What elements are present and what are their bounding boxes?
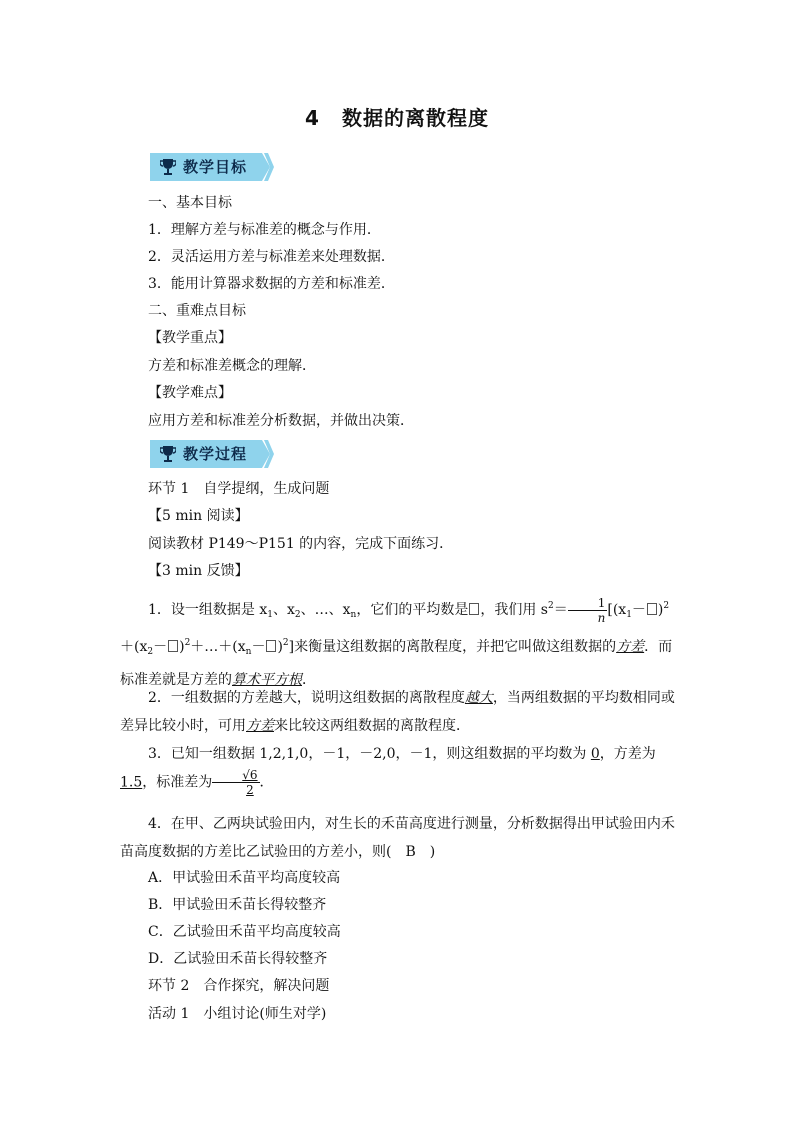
banner-label: 教学目标 — [183, 158, 248, 176]
option-c: C．乙试验田禾苗平均高度较高 — [148, 924, 341, 940]
text-line: 阅读教材 P149～P151 的内容，完成下面练习． — [148, 536, 454, 552]
q1-sup: 2 — [663, 601, 670, 611]
frac-numerator: 1 — [568, 596, 608, 611]
text-line: 活动 1 小组讨论(师生对学) — [148, 1006, 327, 1022]
text-line: 【5 min 阅读】 — [148, 508, 249, 524]
banner-label: 教学过程 — [183, 445, 248, 463]
q1-text: ，我们用 s — [480, 602, 548, 618]
question-3 — [120, 740, 676, 797]
q1-answer: 方差 — [616, 639, 645, 655]
q2-text: ，当两组数据的平均数相同或差异比较小时，可用 — [120, 690, 675, 734]
text-line: 【教学难点】 — [148, 385, 232, 401]
q1-sub: 1 — [626, 610, 632, 620]
q1-text: － — [631, 602, 646, 618]
q3-text: ． — [259, 774, 274, 791]
question-4: 4．在甲、乙两块试验田内，对生长的禾苗高度进行测量，分析数据得出甲试验田内禾苗高度数据的方差比乙试验田的方差小，则( B ) — [120, 816, 675, 860]
q1-text: ＋…＋(x — [190, 639, 246, 655]
text-line: 【教学重点】 — [148, 330, 232, 346]
q1-text: ) — [277, 639, 283, 655]
q1-sub: 1 — [267, 610, 273, 620]
text-line: 一、基本目标 — [148, 195, 232, 211]
q1-answer: 算术平方根 — [232, 672, 302, 688]
q1-text: ＝ — [553, 602, 568, 618]
q1-fraction — [568, 596, 608, 625]
q1-text: ) — [179, 639, 185, 655]
option-a: A．甲试验田禾苗平均高度较高 — [148, 870, 341, 886]
q2-text: 2．一组数据的方差越大，说明这组数据的离散程度 — [148, 690, 465, 706]
q1-sup: 2 — [547, 601, 554, 611]
q1-text: ． — [302, 672, 316, 688]
q2-text: 来比较这两组数据的离散程度． — [274, 718, 470, 734]
q1-sup: 2 — [184, 638, 191, 648]
q1-sub: 2 — [147, 647, 154, 657]
q2-answer: 方差 — [246, 718, 274, 734]
q3-text: ，方差为 — [599, 746, 656, 762]
q1-sub: 2 — [294, 610, 301, 620]
mean-symbol-icon — [647, 603, 657, 615]
q1-text: ＋(x — [120, 639, 148, 655]
q1-text: 、…、x — [300, 602, 351, 618]
q3-answer: 0 — [590, 746, 600, 762]
q1-text: ]来衡量这组数据的离散程度，并把它叫做这组数据的 — [288, 639, 617, 655]
section-banner-process — [150, 440, 274, 468]
option-b: B．甲试验田禾苗长得较整齐 — [148, 897, 327, 913]
text-line: 二、重难点目标 — [148, 303, 246, 319]
question-2 — [120, 684, 676, 740]
text-line: 应用方差和标准差分析数据，并做出决策． — [148, 413, 414, 429]
text-line: 【3 min 反馈】 — [148, 563, 249, 579]
mean-symbol-icon — [469, 603, 479, 615]
section-banner-goals — [150, 153, 274, 181]
mean-symbol-icon — [168, 640, 178, 652]
q3-text: ，标准差为 — [142, 774, 213, 791]
q1-text: － — [153, 639, 168, 655]
text-line: 3．能用计算器求数据的方差和标准差． — [148, 276, 395, 292]
frac-denominator: n — [597, 610, 606, 625]
title-number: 4 — [305, 106, 320, 130]
q1-sub: n — [350, 610, 357, 620]
q1-text: － — [251, 639, 266, 655]
q1-text: ．而标准差就是方差的 — [120, 639, 673, 688]
q3-answer: 1.5 — [120, 774, 143, 791]
frac-denominator: 2 — [246, 783, 254, 797]
text-line: 方差和标准差概念的理解． — [148, 358, 316, 374]
q1-text: 、x — [273, 602, 295, 618]
q3-text: 3．已知一组数据 1,2,1,0，－1，－2,0，－1，则这组数据的平均数为 — [148, 746, 591, 762]
text-line: 2．灵活运用方差与标准差来处理数据． — [148, 249, 395, 265]
question-1 — [120, 592, 676, 694]
frac-numerator: √6 — [212, 768, 259, 783]
q1-text: [(x — [607, 602, 627, 618]
q1-text: ，它们的平均数是 — [356, 602, 469, 618]
q1-sup: 2 — [282, 638, 289, 648]
title-text: 数据的离散程度 — [341, 106, 489, 130]
mean-symbol-icon — [266, 640, 276, 652]
q1-sub: n — [245, 647, 252, 657]
q1-text: 1．设一组数据是 x — [148, 602, 268, 618]
q2-answer: 越大 — [464, 690, 493, 706]
q3-fraction — [212, 768, 259, 797]
option-d: D．乙试验田禾苗长得较整齐 — [148, 951, 328, 967]
page-title — [0, 102, 794, 131]
text-line: 环节 2 合作探究，解决问题 — [148, 978, 330, 994]
text-line: 1．理解方差与标准差的概念与作用． — [148, 222, 381, 238]
text-line: 环节 1 自学提纲，生成问题 — [148, 481, 330, 497]
q1-text: ) — [657, 602, 664, 618]
